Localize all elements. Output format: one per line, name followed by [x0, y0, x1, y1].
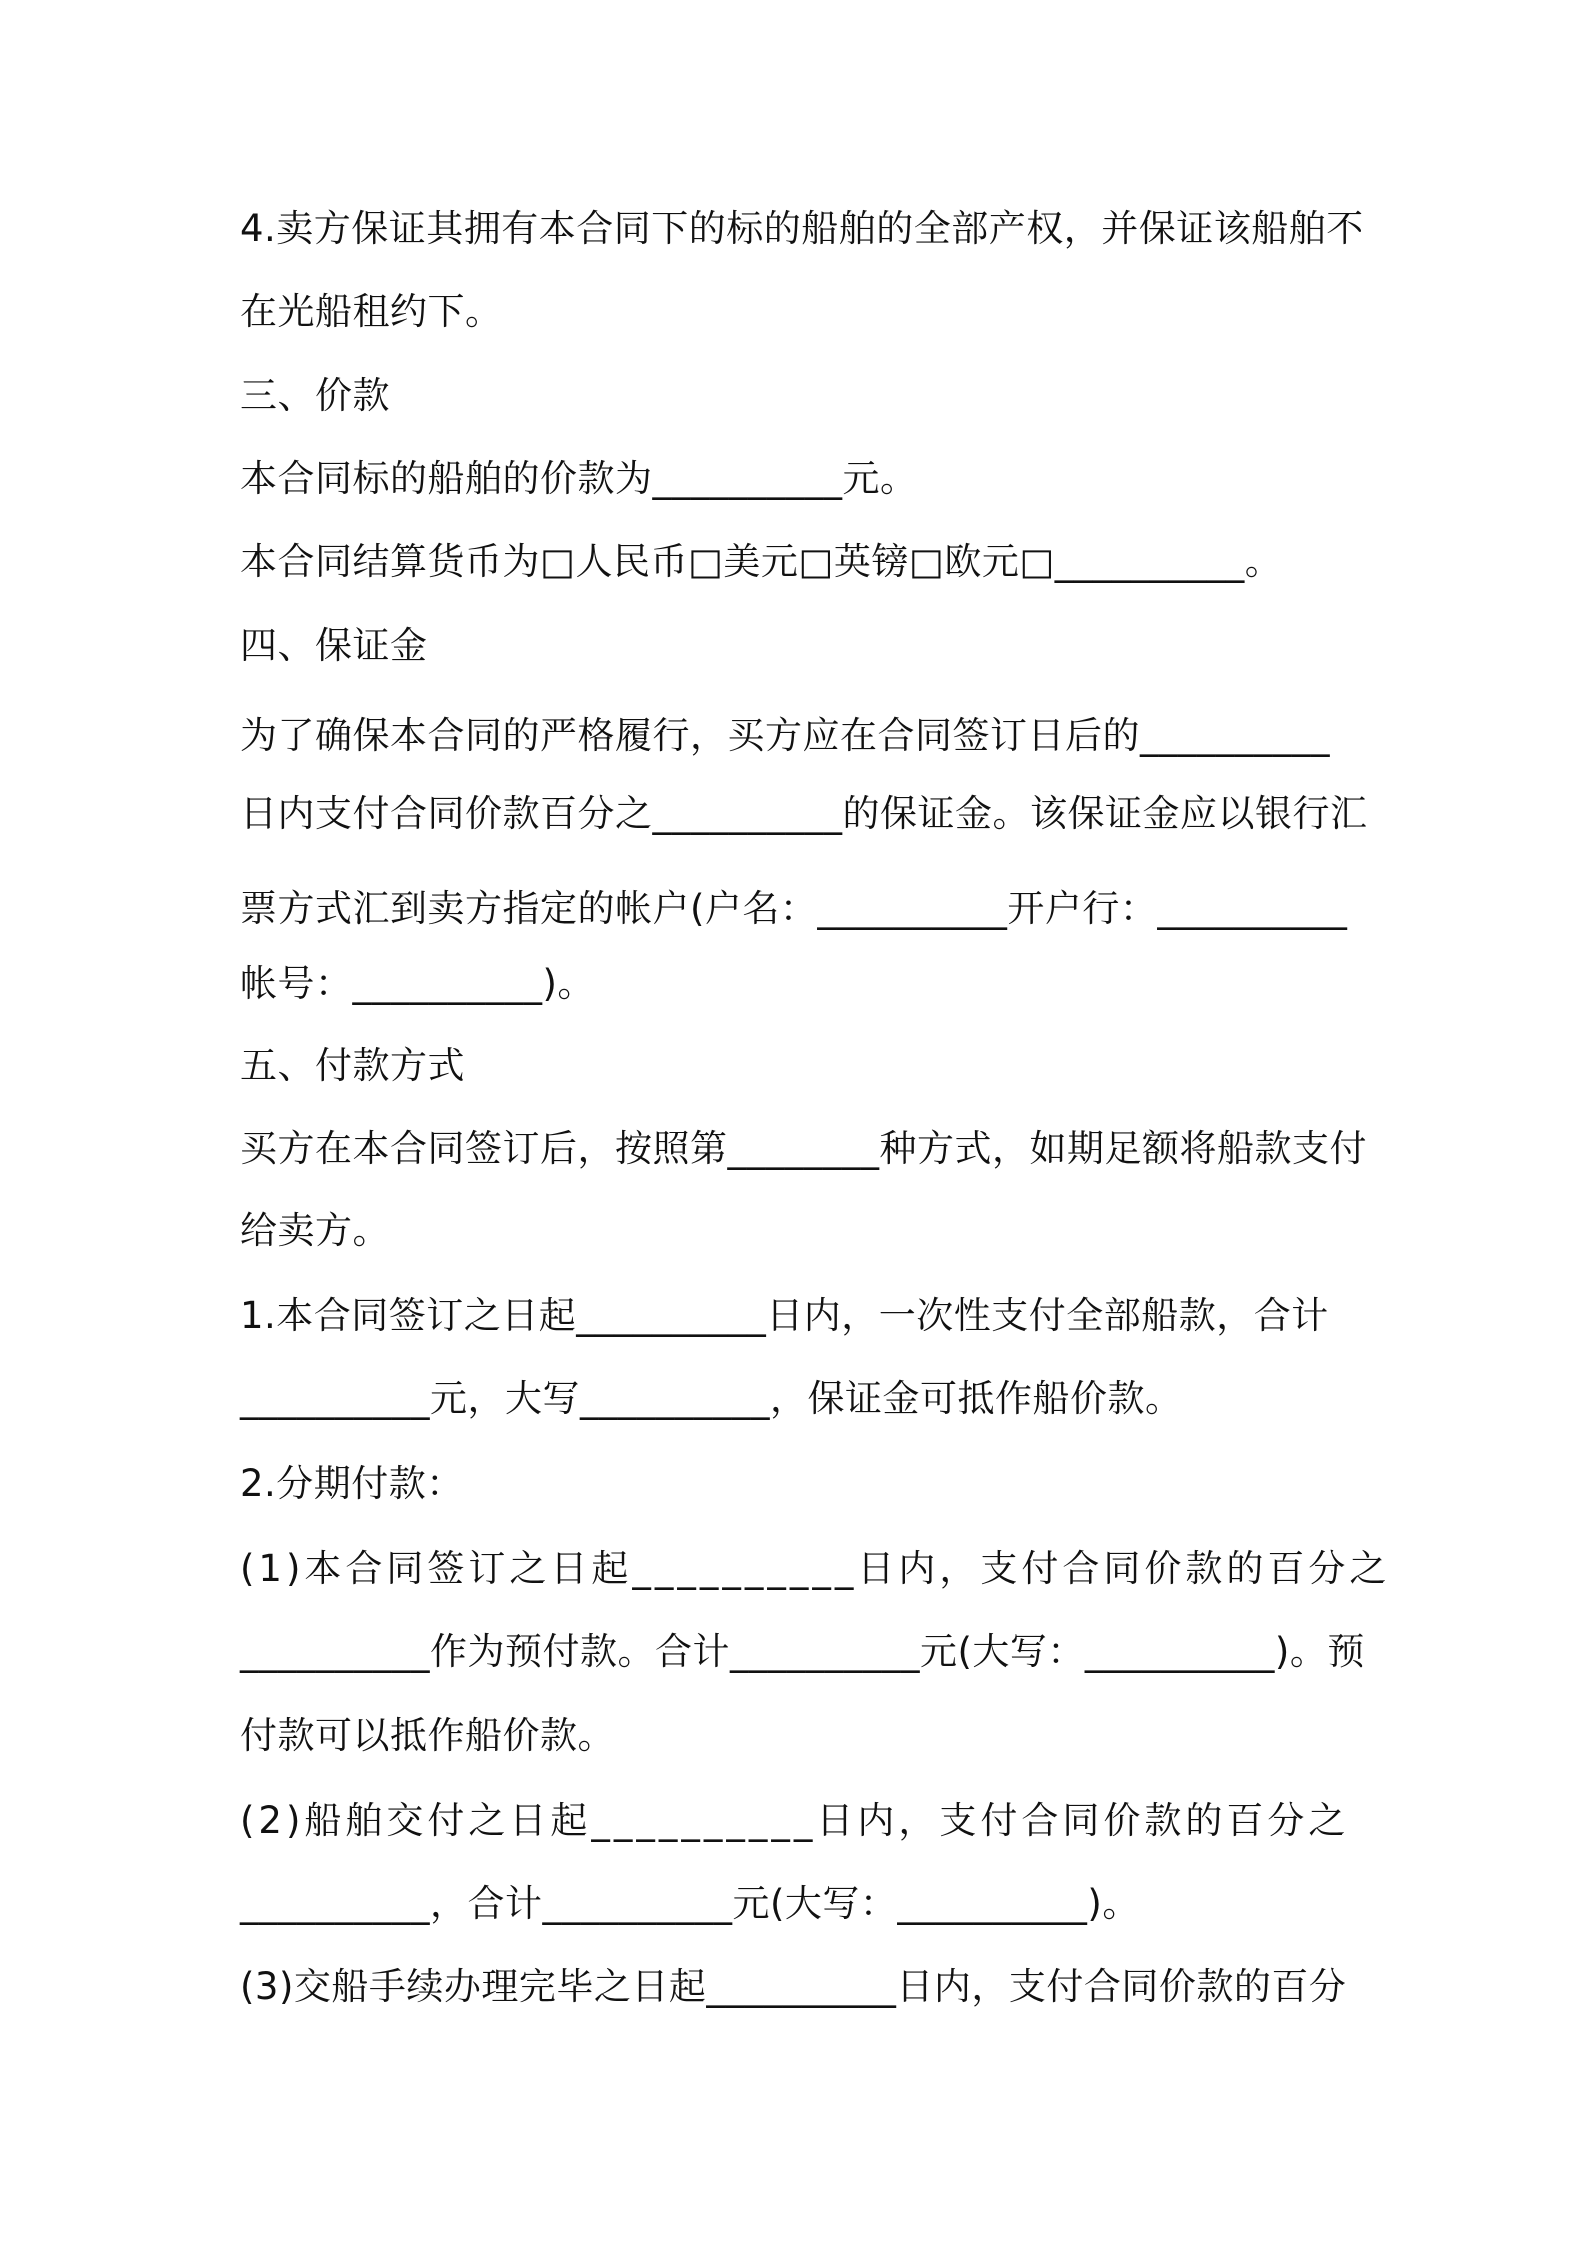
paragraph-line: 帐号：__________)。: [240, 962, 595, 1005]
paragraph-line: __________，合计__________元(大写：__________)。: [240, 1882, 1140, 1925]
paragraph-line: 在光船租约下。: [240, 290, 503, 333]
paragraph-line: 本合同标的船舶的价款为__________元。: [240, 457, 918, 500]
paragraph-line: (2)船舶交付之日起__________日内，支付合同价款的百分之: [240, 1799, 1350, 1842]
paragraph-line: 2.分期付款：: [240, 1462, 464, 1505]
paragraph-line: (1)本合同签订之日起__________日内，支付合同价款的百分之: [240, 1547, 1391, 1590]
paragraph-line: __________作为预付款。合计__________元(大写：__________)。预: [240, 1630, 1365, 1673]
paragraph-line: 为了确保本合同的严格履行，买方应在合同签订日后的__________: [240, 714, 1330, 757]
paragraph-line: __________元，大写__________，保证金可抵作船价款。: [240, 1377, 1183, 1420]
paragraph-line: 付款可以抵作船价款。: [240, 1714, 615, 1757]
paragraph-line: (3)交船手续办理完毕之日起__________日内，支付合同价款的百分: [240, 1965, 1347, 2008]
paragraph-line: 本合同结算货币为□人民币□美元□英镑□欧元□__________。: [240, 540, 1283, 583]
paragraph-line: 买方在本合同签订后，按照第________种方式，如期足额将船款支付: [240, 1127, 1367, 1170]
paragraph-line: 票方式汇到卖方指定的帐户(户名：__________开户行：__________: [240, 887, 1348, 930]
section-heading: 四、保证金: [240, 624, 428, 667]
section-heading: 三、价款: [240, 374, 390, 417]
paragraph-line: 给卖方。: [240, 1209, 390, 1252]
paragraph-line: 1.本合同签订之日起__________日内，一次性支付全部船款，合计: [240, 1294, 1329, 1337]
section-heading: 五、付款方式: [240, 1044, 465, 1087]
paragraph-line: 日内支付合同价款百分之__________的保证金。该保证金应以银行汇: [240, 792, 1368, 835]
paragraph-line: 4.卖方保证其拥有本合同下的标的船舶的全部产权，并保证该船舶不: [240, 207, 1364, 250]
